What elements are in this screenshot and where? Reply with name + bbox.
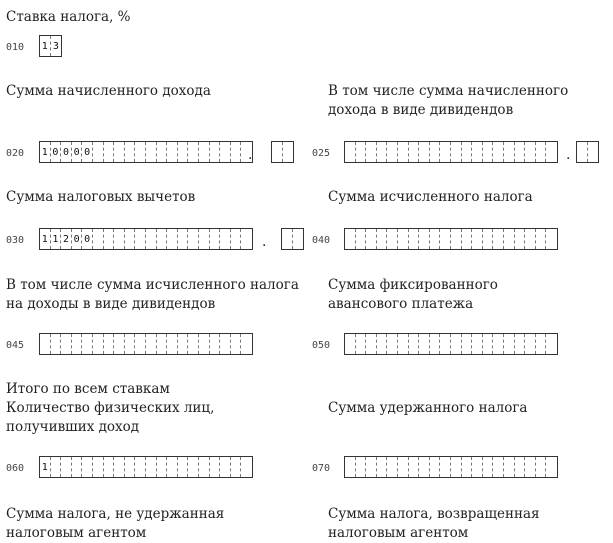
calculated-tax-code: 040 (312, 235, 331, 246)
digit-cell (125, 142, 136, 162)
withheld-tax-label: Сумма удержанного налога (328, 400, 528, 416)
digit-cell (125, 457, 136, 477)
digit-cell (40, 334, 51, 354)
digit-cell (430, 142, 441, 162)
digit-cell (493, 142, 504, 162)
digit-cell (398, 457, 409, 477)
digit-cell (220, 229, 231, 249)
digit-cell (231, 142, 242, 162)
digit-cell (345, 142, 356, 162)
withheld-tax-field[interactable] (344, 456, 558, 478)
digit-cell (451, 142, 462, 162)
accrued-income-code: 020 (6, 148, 25, 159)
digit-cell (546, 457, 557, 477)
digit-cell (366, 142, 377, 162)
digit-cell (114, 229, 125, 249)
digit-cell (515, 457, 526, 477)
digit-cell (345, 457, 356, 477)
digit-cell (199, 457, 210, 477)
rate-label: Ставка налога, % (6, 9, 131, 25)
digit-cell (104, 457, 115, 477)
digit-cell (409, 142, 420, 162)
digit-cell (167, 229, 178, 249)
digit-cell (366, 229, 377, 249)
digit-cell (525, 334, 536, 354)
digit-cell (220, 334, 231, 354)
calculated-tax-field[interactable] (344, 228, 558, 250)
withheld-tax-code: 070 (312, 463, 331, 474)
digit-cell (72, 334, 83, 354)
digit-cell (241, 229, 252, 249)
dividend-income-label: В том числе сумма начисленного дохода в виде дивидендов (328, 83, 569, 118)
digit-cell (199, 229, 210, 249)
digit-cell (188, 334, 199, 354)
rate-code: 010 (6, 42, 25, 53)
dividend-income-kopecks[interactable] (576, 141, 599, 163)
fixed-advance-field[interactable] (344, 333, 558, 355)
digit-cell (366, 457, 377, 477)
accrued-income-field[interactable] (39, 141, 253, 163)
digit-cell (356, 142, 367, 162)
digit-cell (114, 334, 125, 354)
rate-field[interactable] (39, 35, 62, 57)
digit-cell (430, 334, 441, 354)
digit-cell (546, 334, 557, 354)
digit-cell (451, 334, 462, 354)
digit-cell (493, 334, 504, 354)
digit-cell (146, 457, 157, 477)
digit-cell (210, 142, 221, 162)
digit-cell (146, 229, 157, 249)
digit-cell (51, 457, 62, 477)
digit-cell (178, 457, 189, 477)
digit-cell (135, 142, 146, 162)
digit-cell (515, 334, 526, 354)
digit-cell (178, 229, 189, 249)
dividend-income-field[interactable] (344, 141, 558, 163)
digit-cell (146, 142, 157, 162)
digit-cell (178, 334, 189, 354)
digit-cell (409, 334, 420, 354)
digit-cell (409, 229, 420, 249)
digit-cell (157, 334, 168, 354)
digit-cell (231, 457, 242, 477)
digit-cell (51, 334, 62, 354)
digit-cell (82, 334, 93, 354)
digit-cell (493, 457, 504, 477)
digit-cell (167, 142, 178, 162)
digit-cell (356, 457, 367, 477)
digit-cell: 0 (61, 142, 72, 162)
digit-cell (504, 229, 515, 249)
digit-cell (61, 457, 72, 477)
tax-deductions-code: 030 (6, 235, 25, 246)
digit-cell (231, 229, 242, 249)
digit-cell (220, 142, 231, 162)
digit-cell (398, 229, 409, 249)
fixed-advance-code: 050 (312, 340, 331, 351)
digit-cell (199, 142, 210, 162)
digit-cell (167, 334, 178, 354)
not-withheld-label: Сумма налога, не удержанная налоговым агентом (6, 506, 225, 541)
digit-cell (220, 457, 231, 477)
digit-cell (472, 229, 483, 249)
persons-count-label: Итого по всем ставкам Количество физических лиц, получивших доход (6, 381, 215, 435)
digit-cell (440, 142, 451, 162)
tax-deductions-field[interactable] (39, 228, 253, 250)
digit-cell (515, 142, 526, 162)
digit-cell (241, 457, 252, 477)
digit-cell: 0 (72, 142, 83, 162)
digit-cell (440, 334, 451, 354)
digit-cell (93, 334, 104, 354)
digit-cell (387, 334, 398, 354)
digit-cell (135, 334, 146, 354)
digit-cell (536, 457, 547, 477)
digit-cell (272, 142, 283, 162)
digit-cell (93, 229, 104, 249)
digit-cell (210, 334, 221, 354)
digit-cell (483, 142, 494, 162)
digit-cell (114, 142, 125, 162)
digit-cell (241, 334, 252, 354)
digit-cell (483, 457, 494, 477)
digit-cell (588, 142, 599, 162)
digit-cell (104, 142, 115, 162)
digit-cell (398, 142, 409, 162)
digit-cell (472, 334, 483, 354)
digit-cell (504, 142, 515, 162)
digit-cell (93, 457, 104, 477)
digit-cell (462, 229, 473, 249)
digit-cell (451, 457, 462, 477)
digit-cell (356, 229, 367, 249)
accrued-income-decimal-point: . (248, 147, 253, 163)
digit-cell (525, 457, 536, 477)
digit-cell (167, 457, 178, 477)
digit-cell (72, 457, 83, 477)
tax-deductions-label: Сумма налоговых вычетов (6, 189, 196, 205)
digit-cell: 1 (40, 36, 51, 56)
digit-cell (504, 334, 515, 354)
digit-cell: 1 (51, 229, 62, 249)
digit-cell (387, 229, 398, 249)
digit-cell (515, 229, 526, 249)
digit-cell (440, 229, 451, 249)
digit-cell (146, 334, 157, 354)
digit-cell (210, 229, 221, 249)
digit-cell (546, 142, 557, 162)
digit-cell: 3 (52, 40, 59, 52)
digit-cell: 0 (82, 142, 93, 162)
digit-cell (231, 334, 242, 354)
digit-cell (188, 229, 199, 249)
digit-cell: 1 (40, 457, 51, 477)
digit-cell (135, 457, 146, 477)
digit-cell (345, 229, 356, 249)
dividend-income-decimal-point: . (566, 147, 571, 163)
digit-cell (125, 334, 136, 354)
digit-cell (104, 334, 115, 354)
dividend-income-code: 025 (312, 148, 331, 159)
tax-deductions-decimal-point: . (262, 234, 267, 250)
digit-cell (504, 457, 515, 477)
digit-cell (82, 457, 93, 477)
digit-cell (536, 142, 547, 162)
dividend-tax-label: В том числе сумма исчисленного налога на доходы в виде дивидендов (6, 277, 299, 312)
digit-cell (419, 334, 430, 354)
digit-cell (188, 457, 199, 477)
persons-count-field[interactable] (39, 456, 253, 478)
digit-cell (398, 334, 409, 354)
digit-cell: 0 (72, 229, 83, 249)
digit-cell (283, 142, 294, 162)
digit-cell (282, 229, 293, 249)
digit-cell (366, 334, 377, 354)
digit-cell (178, 142, 189, 162)
digit-cell (199, 334, 210, 354)
digit-cell (135, 229, 146, 249)
digit-cell: 0 (51, 142, 62, 162)
tax-deductions-kopecks[interactable] (281, 228, 304, 250)
digit-cell (125, 229, 136, 249)
digit-cell (356, 334, 367, 354)
digit-cell (483, 334, 494, 354)
digit-cell: 2 (61, 229, 72, 249)
digit-cell: 1 (40, 229, 51, 249)
digit-cell (104, 229, 115, 249)
digit-cell (409, 457, 420, 477)
digit-cell (462, 142, 473, 162)
digit-cell (210, 457, 221, 477)
digit-cell (419, 142, 430, 162)
digit-cell (377, 334, 388, 354)
digit-cell (440, 457, 451, 477)
digit-cell: 0 (82, 229, 93, 249)
digit-cell (345, 334, 356, 354)
digit-cell (430, 457, 441, 477)
dividend-tax-code: 045 (6, 340, 25, 351)
digit-cell (462, 334, 473, 354)
digit-cell (93, 142, 104, 162)
digit-cell (419, 229, 430, 249)
digit-cell (377, 142, 388, 162)
digit-cell (419, 457, 430, 477)
digit-cell (387, 457, 398, 477)
digit-cell (536, 229, 547, 249)
digit-cell (462, 457, 473, 477)
digit-cell (387, 142, 398, 162)
digit-cell (546, 229, 557, 249)
digit-cell (430, 229, 441, 249)
digit-cell (525, 229, 536, 249)
digit-cell (377, 229, 388, 249)
digit-cell (472, 457, 483, 477)
calculated-tax-label: Сумма исчисленного налога (328, 189, 533, 205)
returned-label: Сумма налога, возвращенная налоговым агентом (328, 506, 540, 541)
digit-cell (157, 142, 168, 162)
fixed-advance-label: Сумма фиксированного авансового платежа (328, 277, 498, 312)
accrued-income-kopecks[interactable] (271, 141, 294, 163)
digit-cell (61, 334, 72, 354)
digit-cell (157, 457, 168, 477)
digit-cell: 1 (40, 142, 51, 162)
digit-cell (157, 229, 168, 249)
digit-cell (377, 457, 388, 477)
digit-cell (493, 229, 504, 249)
digit-cell (472, 142, 483, 162)
digit-cell (451, 229, 462, 249)
digit-cell (293, 229, 304, 249)
digit-cell (536, 334, 547, 354)
dividend-tax-field[interactable] (39, 333, 253, 355)
digit-cell (483, 229, 494, 249)
accrued-income-label: Сумма начисленного дохода (6, 83, 211, 99)
digit-cell (525, 142, 536, 162)
digit-cell (114, 457, 125, 477)
digit-cell (577, 142, 588, 162)
digit-cell (188, 142, 199, 162)
persons-count-code: 060 (6, 463, 25, 474)
